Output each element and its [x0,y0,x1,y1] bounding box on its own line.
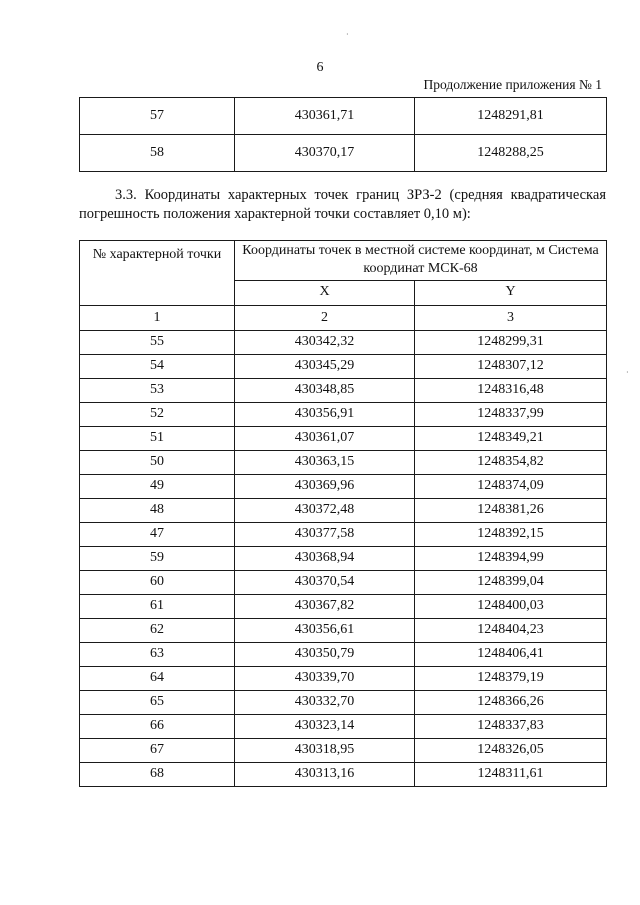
table-row [80,475,607,499]
table-row [80,667,607,691]
point-number-cell: 55 [80,331,235,355]
x-coordinate-cell: 430345,29 [235,355,415,379]
x-coordinate-cell: 430313,16 [235,763,415,787]
table-row [80,619,607,643]
point-number-cell: 57 [80,98,235,135]
header-coordinates: Координаты точек в местной системе координат, м Система координат МСК-68 [235,241,607,281]
x-coordinate-cell: 430356,91 [235,403,415,427]
y-coordinate-cell: 1248349,21 [415,427,607,451]
x-coordinate-cell: 430342,32 [235,331,415,355]
column-number: 1 [80,306,235,331]
y-coordinate-cell: 1248337,83 [415,715,607,739]
table-row [80,379,607,403]
table-row [80,547,607,571]
y-coordinate-cell: 1248399,04 [415,571,607,595]
x-coordinate-cell: 430372,48 [235,499,415,523]
y-coordinate-cell: 1248392,15 [415,523,607,547]
x-coordinate-cell: 430370,17 [235,135,415,172]
y-coordinate-cell: 1248366,26 [415,691,607,715]
table-row [80,571,607,595]
point-number-cell: 54 [80,355,235,379]
point-number-cell: 47 [80,523,235,547]
point-number-cell: 66 [80,715,235,739]
header-point-number: № характерной точки [80,241,235,306]
point-number-cell: 64 [80,667,235,691]
x-coordinate-cell: 430370,54 [235,571,415,595]
y-coordinate-cell: 1248299,31 [415,331,607,355]
appendix-continuation-label: Продолжение приложения № 1 [423,77,602,92]
point-number-cell: 50 [80,451,235,475]
point-number-cell: 52 [80,403,235,427]
y-coordinate-cell: 1248288,25 [415,135,607,172]
y-coordinate-cell: 1248326,05 [415,739,607,763]
x-coordinate-cell: 430367,82 [235,595,415,619]
y-coordinate-cell: 1248394,99 [415,547,607,571]
y-coordinate-cell: 1248311,61 [415,763,607,787]
table-row [80,98,607,135]
x-coordinate-cell: 430348,85 [235,379,415,403]
x-coordinate-cell: 430356,61 [235,619,415,643]
table-row [80,355,607,379]
continued-coordinates-table [79,97,607,172]
x-coordinate-cell: 430332,70 [235,691,415,715]
point-number-cell: 60 [80,571,235,595]
point-number-cell: 65 [80,691,235,715]
column-number: 3 [415,306,607,331]
x-coordinate-cell: 430323,14 [235,715,415,739]
table-row [80,331,607,355]
x-coordinate-cell: 430368,94 [235,547,415,571]
table-row [80,523,607,547]
table-row [80,691,607,715]
scan-dot: · [626,368,629,377]
y-coordinate-cell: 1248374,09 [415,475,607,499]
x-coordinate-cell: 430361,71 [235,98,415,135]
table-row [80,715,607,739]
table-row [80,403,607,427]
y-coordinate-cell: 1248381,26 [415,499,607,523]
table-row [80,427,607,451]
point-number-cell: 53 [80,379,235,403]
table-row [80,643,607,667]
table-row [80,595,607,619]
point-number-cell: 48 [80,499,235,523]
x-coordinate-cell: 430369,96 [235,475,415,499]
table-row [80,451,607,475]
point-number-cell: 61 [80,595,235,619]
y-coordinate-cell: 1248404,23 [415,619,607,643]
point-number-cell: 62 [80,619,235,643]
y-coordinate-cell: 1248406,41 [415,643,607,667]
table-row [80,763,607,787]
column-number: 2 [235,306,415,331]
x-coordinate-cell: 430339,70 [235,667,415,691]
point-number-cell: 67 [80,739,235,763]
page-number: 6 [316,60,324,75]
point-number-cell: 49 [80,475,235,499]
x-coordinate-cell: 430318,95 [235,739,415,763]
y-coordinate-cell: 1248337,99 [415,403,607,427]
section-paragraph: 3.3. Координаты характерных точек границ ЗРЗ-2 (средняя квадратическая погрешность положения характерной точки составляет 0,10 м): [79,187,606,222]
table-header-row [80,241,607,281]
y-coordinate-cell: 1248354,82 [415,451,607,475]
point-number-cell: 63 [80,643,235,667]
x-coordinate-cell: 430350,79 [235,643,415,667]
table-row [80,499,607,523]
y-coordinate-cell: 1248400,03 [415,595,607,619]
y-coordinate-cell: 1248316,48 [415,379,607,403]
scan-dot: · [346,30,349,39]
x-coordinate-cell: 430361,07 [235,427,415,451]
point-number-cell: 58 [80,135,235,172]
table-row [80,739,607,763]
y-coordinate-cell: 1248291,81 [415,98,607,135]
header-x: X [235,280,415,305]
point-number-cell: 51 [80,427,235,451]
x-coordinate-cell: 430377,58 [235,523,415,547]
header-y: Y [415,280,607,305]
point-number-cell: 59 [80,547,235,571]
table-row [80,135,607,172]
x-coordinate-cell: 430363,15 [235,451,415,475]
column-numbers-row [80,306,607,331]
zrz2-coordinates-table [79,240,607,787]
point-number-cell: 68 [80,763,235,787]
y-coordinate-cell: 1248307,12 [415,355,607,379]
y-coordinate-cell: 1248379,19 [415,667,607,691]
